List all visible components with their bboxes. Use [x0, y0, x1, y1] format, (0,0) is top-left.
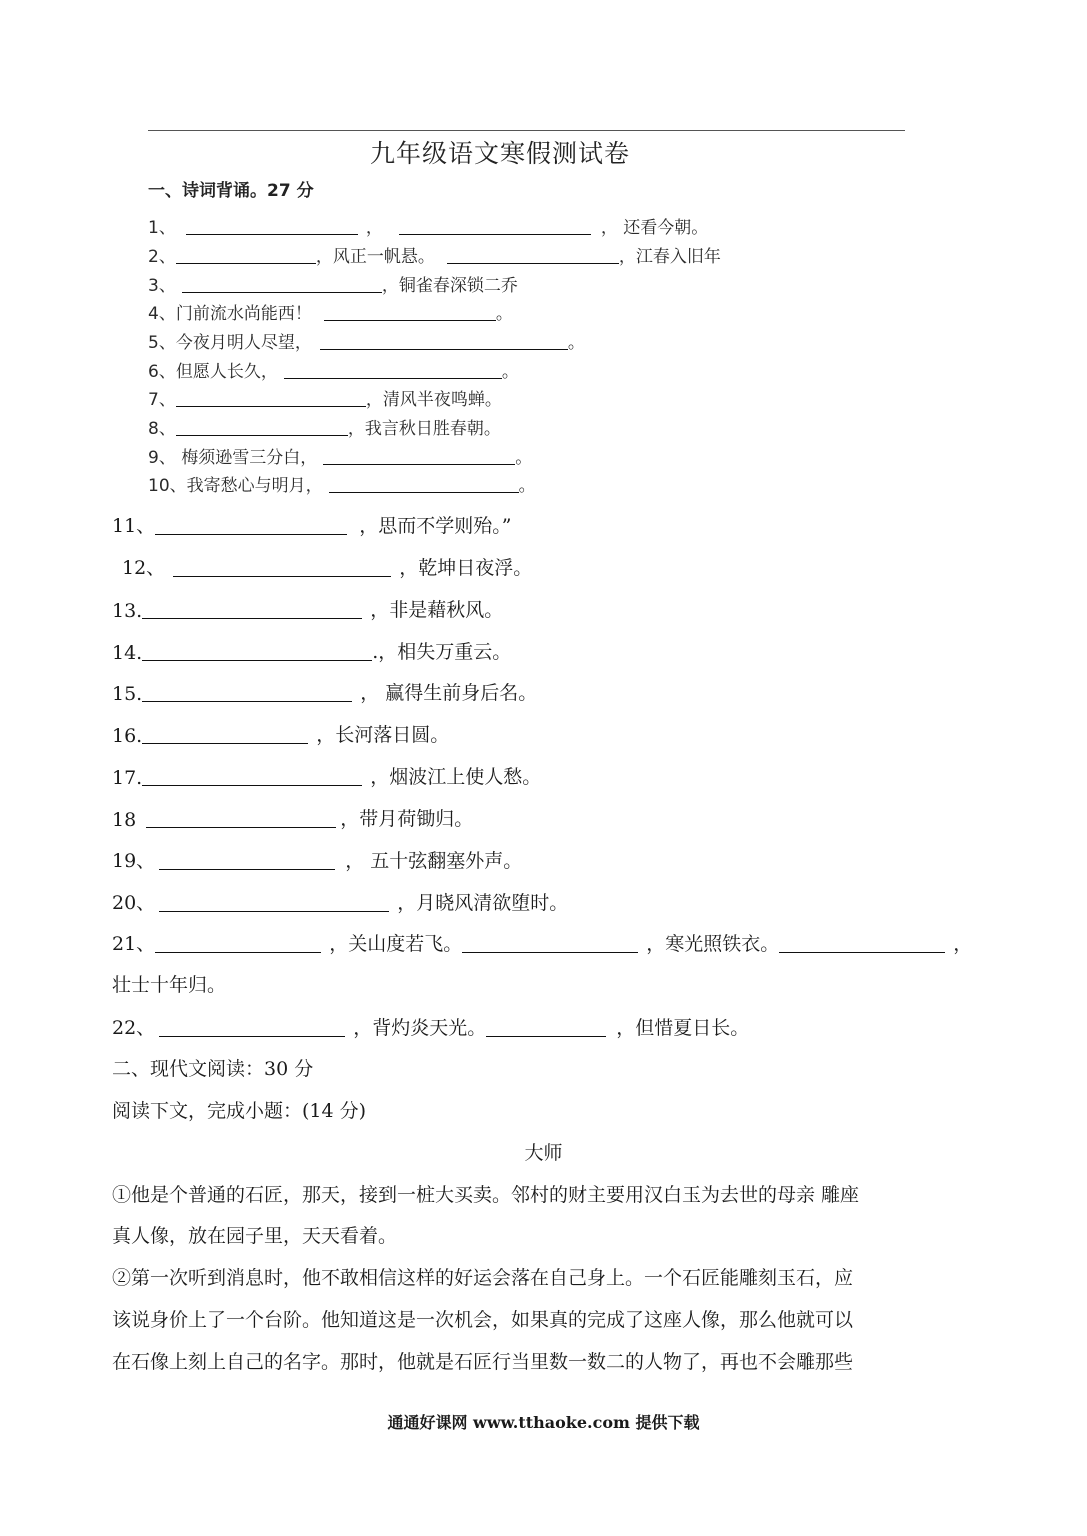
answer-blank[interactable] — [399, 233, 591, 235]
question-text: 。 — [518, 476, 536, 496]
question-text: ，非是藉秋风。 — [370, 599, 504, 621]
question-2 — [148, 241, 721, 267]
answer-blank[interactable] — [155, 533, 347, 535]
answer-blank[interactable] — [142, 700, 352, 702]
question-number: 16. — [112, 725, 143, 747]
question-number: 3、 — [148, 276, 176, 296]
question-text: ，清风半夜鸣蝉。 — [365, 390, 502, 410]
question-text: ， 五十弦翻塞外声。 — [345, 850, 523, 872]
question-prompt: 6、但愿人长久， — [148, 362, 278, 382]
answer-blank[interactable] — [182, 291, 382, 293]
answer-blank[interactable] — [159, 868, 335, 870]
article-paragraph: ①他是个普通的石匠，那天，接到一桩大买卖。邻村的财主要用汉白玉为去世的母亲 雕座 — [112, 1184, 860, 1206]
answer-blank[interactable] — [486, 1035, 606, 1037]
answer-blank[interactable] — [329, 491, 519, 493]
question-number: 1、 — [148, 218, 176, 238]
answer-blank[interactable] — [142, 659, 372, 661]
answer-blank[interactable] — [447, 262, 619, 264]
article-paragraph: 该说身价上了一个台阶。他知道这是一次机会，如果真的完成了这座人像，那么他就可以 — [112, 1309, 854, 1331]
question-number: 22、 — [112, 1017, 156, 1039]
reading-instruction: 阅读下文，完成小题：(14 分) — [112, 1100, 367, 1122]
question-22 — [112, 1010, 749, 1040]
question-9 — [148, 442, 532, 468]
question-14 — [112, 634, 511, 664]
question-text: ，关山度若飞。 — [329, 933, 463, 955]
question-text: ，乾坤日夜浮。 — [399, 557, 533, 579]
answer-blank[interactable] — [142, 784, 362, 786]
answer-blank[interactable] — [146, 826, 336, 828]
question-number: 2、 — [148, 247, 176, 267]
question-17 — [112, 759, 541, 789]
question-prompt: 10、我寄愁心与明月， — [148, 476, 323, 496]
answer-blank[interactable] — [186, 233, 358, 235]
answer-blank[interactable] — [462, 951, 638, 953]
question-10 — [148, 470, 536, 496]
answer-blank[interactable] — [284, 377, 502, 379]
question-12 — [122, 550, 532, 580]
question-8 — [148, 413, 501, 439]
question-1 — [148, 212, 708, 238]
question-number: 12、 — [122, 557, 166, 579]
question-text: ，但惜夏日长。 — [616, 1017, 750, 1039]
question-21 — [112, 926, 972, 956]
question-text: ，月晓风清欲堕时。 — [397, 892, 569, 914]
question-text: ，烟波江上使人愁。 — [370, 766, 542, 788]
question-text: ，长河落日圆。 — [316, 724, 450, 746]
question-number: 13. — [112, 600, 143, 622]
question-text: ， — [365, 218, 383, 238]
article-paragraph: 真人像，放在园子里，天天看着。 — [112, 1225, 398, 1247]
question-prompt: 4、门前流水尚能西！ — [148, 304, 312, 324]
answer-blank[interactable] — [320, 348, 568, 350]
question-text: ， 还看今朝。 — [600, 218, 709, 238]
question-text: ，铜雀春深锁二乔 — [381, 276, 518, 296]
question-7 — [148, 384, 502, 410]
question-number: 18 — [112, 809, 137, 831]
answer-blank[interactable] — [159, 910, 389, 912]
answer-blank[interactable] — [159, 1035, 345, 1037]
answer-blank[interactable] — [142, 617, 362, 619]
question-5 — [148, 327, 585, 353]
article-paragraph: ②第一次听到消息时，他不敢相信这样的好运会落在自己身上。一个石匠能雕刻玉石，应 — [112, 1267, 854, 1289]
question-21-continuation: 壮士十年归。 — [112, 974, 227, 996]
question-number: 11、 — [112, 515, 156, 537]
article-title: 大师 — [524, 1142, 563, 1164]
question-number: 21、 — [112, 933, 156, 955]
question-text: 。 — [495, 304, 513, 324]
question-text: .，相失万重云。 — [372, 641, 512, 663]
answer-blank[interactable] — [176, 434, 348, 436]
question-4 — [148, 298, 513, 324]
question-text: 。 — [567, 333, 585, 353]
question-15 — [112, 675, 537, 705]
section-heading-poetry: 一、诗词背诵。27 分 — [148, 181, 314, 201]
header-rule — [148, 130, 905, 131]
answer-blank[interactable] — [142, 742, 308, 744]
question-text: ，背灼炎天光。 — [353, 1017, 487, 1039]
question-3 — [148, 270, 518, 296]
question-prompt: 9、 梅须逊雪三分白， — [148, 448, 318, 468]
question-text: ，我言秋日胜春朝。 — [347, 419, 501, 439]
question-number: 15. — [112, 683, 143, 705]
answer-blank[interactable] — [324, 319, 496, 321]
question-18 — [112, 801, 473, 831]
question-text: ，思而不学则殆。” — [359, 515, 512, 537]
question-number: 20、 — [112, 892, 156, 914]
question-text: ，江春入旧年 — [618, 247, 721, 267]
page-title: 九年级语文寒假测试卷 — [369, 139, 630, 168]
question-text: ， — [953, 933, 973, 955]
question-text: ，带月荷锄归。 — [340, 808, 474, 830]
question-number: 17. — [112, 767, 143, 789]
section-heading-reading: 二、现代文阅读：30 分 — [112, 1058, 314, 1080]
answer-blank[interactable] — [323, 463, 515, 465]
question-13 — [112, 592, 503, 622]
question-11 — [112, 508, 511, 538]
answer-blank[interactable] — [173, 575, 391, 577]
question-19 — [112, 843, 522, 873]
question-number: 7、 — [148, 390, 176, 410]
question-text: ，寒光照铁衣。 — [646, 933, 780, 955]
question-16 — [112, 717, 449, 747]
question-20 — [112, 885, 568, 915]
question-6 — [148, 356, 519, 382]
question-number: 8、 — [148, 419, 176, 439]
question-text: ， 赢得生前身后名。 — [360, 682, 538, 704]
question-text: ，风正一帆悬。 — [315, 247, 435, 267]
footer-source: 通通好课网 www.tthaoke.com 提供下载 — [387, 1413, 700, 1432]
article-paragraph: 在石像上刻上自己的名字。那时，他就是石匠行当里数一数二的人物了，再也不会雕那些 — [112, 1351, 854, 1373]
question-prompt: 5、今夜月明人尽望， — [148, 333, 312, 353]
answer-blank[interactable] — [779, 951, 945, 953]
question-number: 19、 — [112, 850, 156, 872]
answer-blank[interactable] — [176, 262, 316, 264]
answer-blank[interactable] — [155, 951, 321, 953]
question-number: 14. — [112, 642, 143, 664]
question-text: 。 — [501, 362, 519, 382]
question-text: 。 — [515, 448, 533, 468]
answer-blank[interactable] — [176, 405, 366, 407]
